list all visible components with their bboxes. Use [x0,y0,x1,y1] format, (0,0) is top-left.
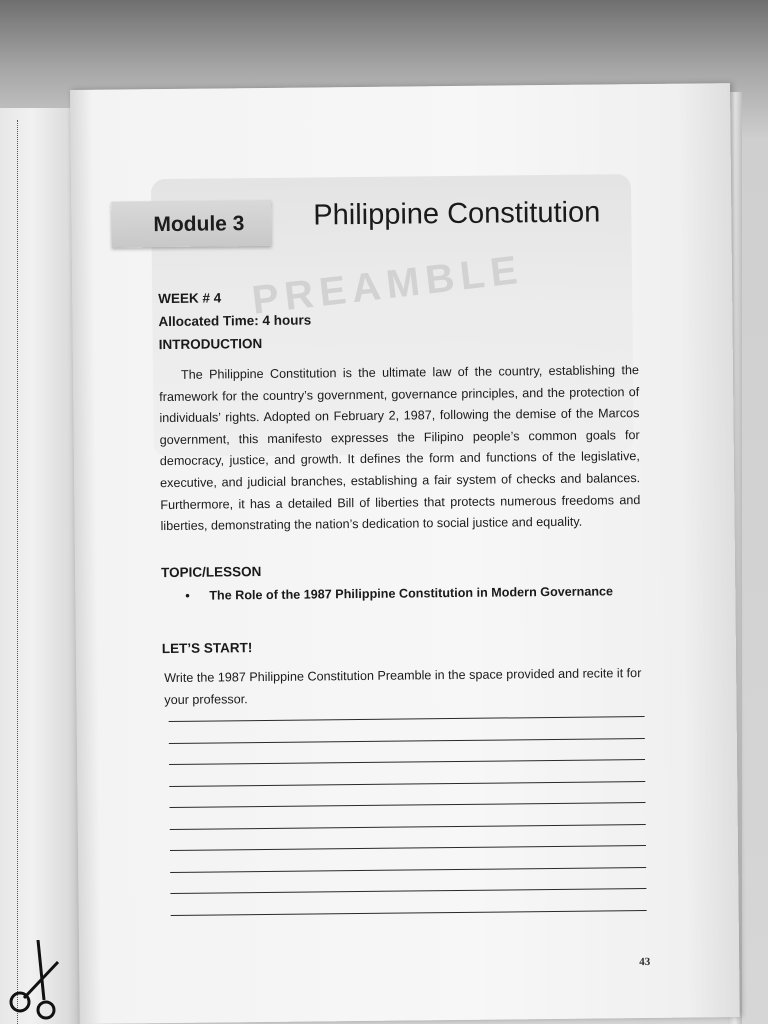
module-title: Philippine Constitution [313,196,601,232]
header-ghost-text: PREAMBLE [249,247,526,323]
preamble-instruction: Write the 1987 Philippine Constitution Preamble in the space provided and recite it for your professor. [164,666,642,708]
page-number: 43 [639,955,651,969]
answer-line [170,888,646,894]
allocated-time: Allocated Time: 4 hours [158,312,312,330]
answer-line [170,802,646,808]
bullet-icon: • [185,588,190,603]
answer-line [170,824,646,830]
topic-item-text: The Role of the 1987 Philippine Constitution in Modern Governance [209,584,614,603]
week-label: WEEK # 4 [158,290,222,307]
topic-heading: TOPIC/LESSON [160,564,262,581]
answer-line [171,910,647,916]
answer-line [170,845,646,851]
answer-line [170,867,646,873]
answer-line [169,781,645,787]
answer-writing-area[interactable] [169,716,647,941]
scissors-icon [4,940,68,1020]
lets-start-heading: LET’S START! [161,640,253,657]
module-label: Module 3 [153,212,245,237]
introduction-paragraph: The Philippine Constitution is the ultimate law of the country, establishing the framework for the country’s government, governance principles, and the protection of individuals’ rights. Adopted on February 2, 1987, following the demise of the Marcos government, this manifesto expresses the Filipino people’s common goals for democracy, justice, and growth. It defines the form and functions of the legislative, executive, and judicial branches, establishing a fair system of checks and balances. Furthermore, it has a detailed Bill of liberties that protects numerous freedoms and liberties, demonstrating the nation’s dedication to social justice and equality. [159,363,641,534]
topic-list-item [185,584,613,602]
textbook-page [70,83,740,1024]
left-page-edge [0,108,80,1024]
answer-line [169,759,645,765]
answer-line [169,716,645,722]
introduction-heading: INTRODUCTION [158,336,263,353]
answer-line [169,738,645,744]
perforation-line [17,120,18,1024]
